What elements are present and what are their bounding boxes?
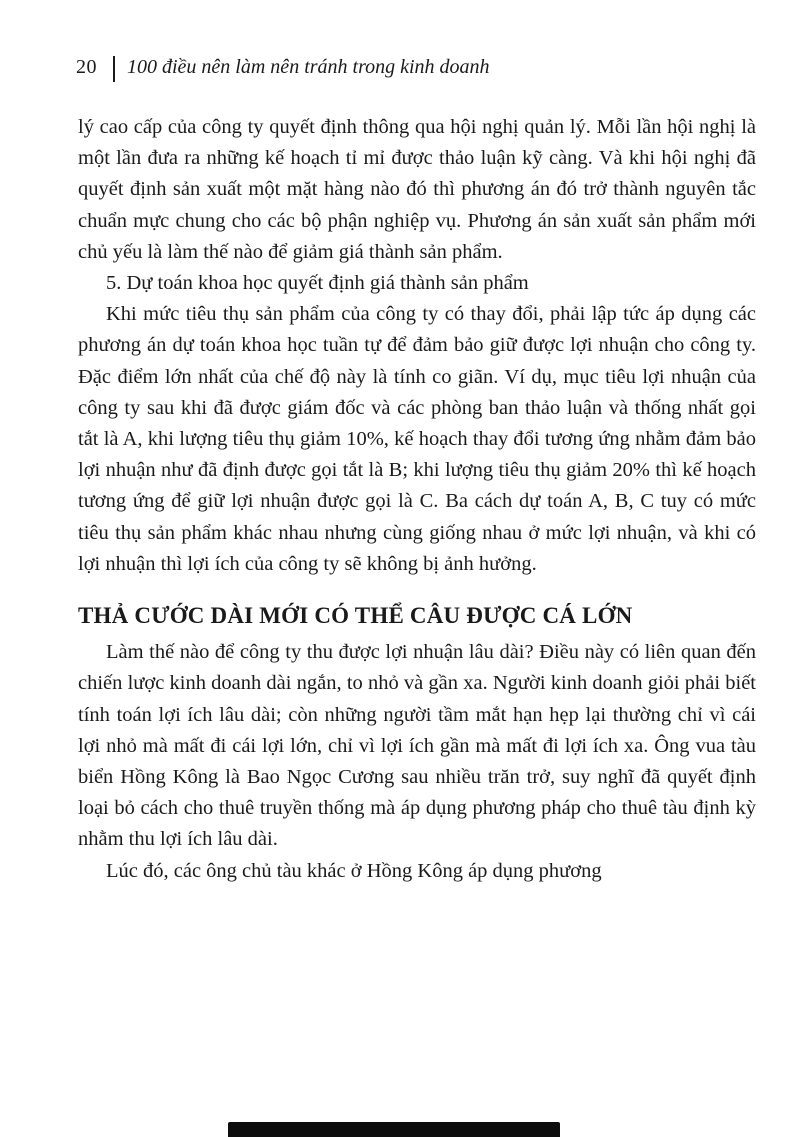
book-title: 100 điều nên làm nên tránh trong kinh doanh	[127, 56, 490, 78]
paragraph-continuation: lý cao cấp của công ty quyết định thông qua hội nghị quản lý. Mỗi lần hội nghị là một lần đưa ra những kế hoạch tỉ mỉ được thảo luận kỹ càng. Và khi hội nghị đã quyết định sản xuất một mặt hàng nào đó thì phương án đó trở thành nguyên tắc chuẩn mực chung cho các bộ phận nghiệp vụ. Phương án sản xuất sản phẩm mới chủ yếu là làm thế nào để giảm giá thành sản phẩm.	[78, 116, 756, 263]
header-divider	[113, 56, 115, 82]
numbered-item-heading: 5. Dự toán khoa học quyết định giá thành sản phẩm	[106, 272, 529, 295]
page-content	[78, 112, 756, 887]
paragraph-section-2: Lúc đó, các ông chủ tàu khác ở Hồng Kông áp dụng phương	[106, 859, 602, 882]
scan-artifact-bar	[228, 1122, 560, 1137]
page-header	[76, 56, 740, 82]
page-number: 20	[76, 56, 97, 78]
paragraph-section-1: Làm thế nào để công ty thu được lợi nhuận lâu dài? Điều này có liên quan đến chiến lược kinh doanh dài ngắn, to nhỏ và gần xa. Người kinh doanh giỏi phải biết tính toán lợi ích lâu dài; còn những người tầm mắt hạn hẹp lại thường chỉ vì cái lợi nhỏ mà mất đi cái lợi lớn, chỉ vì lợi ích gần mà mất đi lợi ích xa. Ông vua tàu biển Hồng Kông là Bao Ngọc Cương sau nhiều trăn trở, suy nghĩ đã quyết định loại bỏ cách cho thuê truyền thống mà áp dụng phương pháp cho thuê tàu định kỳ nhằm thu lợi ích lâu dài.	[78, 641, 756, 851]
section-heading: THẢ CƯỚC DÀI MỚI CÓ THỂ CÂU ĐƯỢC CÁ LỚN	[78, 603, 633, 629]
paragraph-body: Khi mức tiêu thụ sản phẩm của công ty có thay đổi, phải lập tức áp dụng các phương án dự toán khoa học tuần tự để đảm bảo giữ được lợi nhuận cho công ty. Đặc điểm lớn nhất của chế độ này là tính co giãn. Ví dụ, mục tiêu lợi nhuận của công ty sau khi đã được giám đốc và các phòng ban thảo luận và thống nhất gọi tắt là A, khi lượng tiêu thụ giảm 10%, kế hoạch thay đổi tương ứng nhằm đảm bảo lợi nhuận như đã định được gọi tắt là B; khi lượng tiêu thụ giảm 20% thì kế hoạch tương ứng để giữ lợi nhuận được gọi là C. Ba cách dự toán A, B, C tuy có mức tiêu thụ sản phẩm khác nhau nhưng cùng giống nhau ở mức lợi nhuận, và khi có lợi nhuận thì lợi ích của công ty sẽ không bị ảnh hưởng.	[78, 303, 756, 575]
